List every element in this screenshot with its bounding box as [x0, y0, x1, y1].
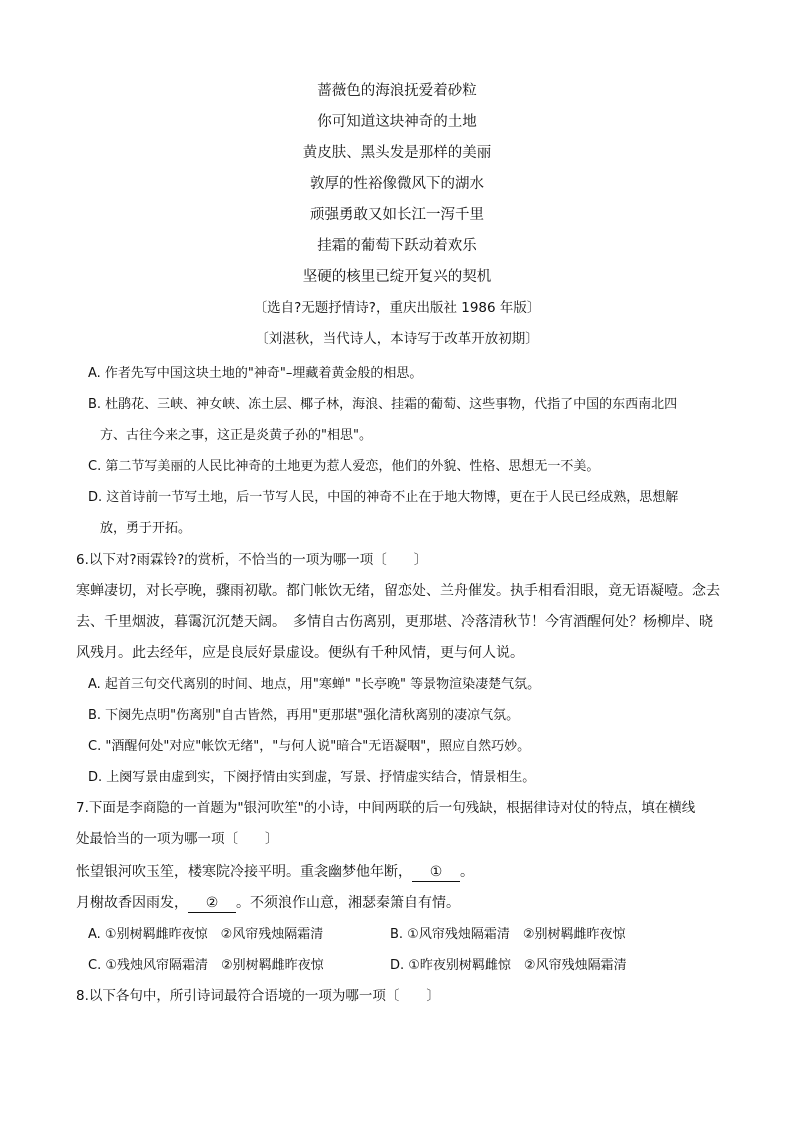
q6-text-line: 风残月。此去经年，应是良辰好景虚设。便纵有千种风情，更与何人说。	[76, 645, 524, 661]
q7-options-row-1	[88, 919, 728, 950]
q6-option-d: D. 上阕写景由虚到实，下阕抒情由实到虚，写景、抒情虚实结合，情景相生。	[88, 770, 536, 785]
q6-text-line: 去、千里烟波，暮霭沉沉楚天阔。 多情自古伤离别，更那堪、冷落清秋节！今宵酒醒何处？杨柳岸、晓	[76, 614, 713, 630]
poem-line: 敦厚的性裕像微风下的湖水	[310, 176, 484, 192]
q5-option-b-line2: 方、古往今来之事，这正是炎黄子孙的"相思"。	[100, 428, 372, 443]
poem-line: 挂霜的葡萄下跃动着欢乐	[317, 238, 477, 254]
q5-option-d-line1: D. 这首诗前一节写土地，后一节写人民，中国的神奇不止在于地大物博，更在于人民已经成熟，思想解	[88, 490, 679, 505]
poem-author-note: 〔刘湛秋，当代诗人，本诗写于改革开放初期〕	[255, 331, 539, 347]
q8-stem: 8.以下各句中，所引诗词最符合语境的一项为哪一项〔 〕	[76, 988, 440, 1004]
q7-poem-line1	[76, 857, 726, 888]
q7-poem-line2-end: 。不须浪作山意，湘瑟秦箫自有情。	[236, 895, 460, 911]
q7-option-a: A. ①别树羁雌昨夜惊 ②风帘残烛隔霜清	[88, 927, 324, 942]
answer-blank-1: ①	[412, 863, 460, 882]
q7-poem-line1-end: 。	[460, 864, 474, 880]
poem-line: 顽强勇敢又如长江一泻千里	[310, 207, 484, 223]
q5-option-d-line2: 放，勇于开拓。	[100, 521, 192, 536]
poem-source: 〔选自?无题抒情诗?，重庆出版社 1986 年版〕	[253, 300, 541, 316]
q6-text-line: 寒蝉凄切，对长亭晚，骤雨初歇。都门帐饮无绪，留恋处、兰舟催发。执手相看泪眼，竟无语凝噎。念去	[76, 583, 720, 599]
q7-poem-line1-text: 怅望银河吹玉笙，楼寒院冷接平明。重衾幽梦他年断，	[76, 864, 412, 880]
q7-poem-line2-text: 月榭故香因雨发，	[76, 895, 188, 911]
q5-option-d	[88, 482, 728, 544]
q7-poem-line2	[76, 888, 726, 919]
poem-line: 坚硬的核里已绽开复兴的契机	[302, 269, 492, 285]
q5-option-b-line1: B. 杜鹃花、三峡、神女峡、冻土层、椰子林，海浪、挂霜的葡萄、这些事物，代指了中国的东西南北四	[88, 397, 678, 412]
q6-option-b: B. 下阕先点明"伤离别"自古皆然，再用"更那堪"强化清秋离别的凄凉气氛。	[88, 708, 520, 723]
q7-option-b: B. ①风帘残烛隔霜清 ②别树羁雌昨夜惊	[390, 927, 626, 942]
q7-options-row-2	[88, 950, 728, 981]
poem-line: 黄皮肤、黑头发是那样的美丽	[302, 145, 492, 161]
q5-option-a: A. 作者先写中国这块土地的"神奇"–埋藏着黄金般的相思。	[88, 366, 423, 381]
q7-option-c: C. ①残烛风帘隔霜清 ②别树羁雌昨夜惊	[88, 958, 324, 973]
q7-option-d: D. ①昨夜别树羁雌惊 ②风帘残烛隔霜清	[390, 958, 627, 973]
q5-option-b	[88, 389, 728, 451]
poem-line: 你可知道这块神奇的土地	[317, 114, 477, 130]
answer-blank-2: ②	[188, 894, 236, 913]
q6-stem: 6.以下对?雨霖铃?的赏析，不恰当的一项为哪一项〔 〕	[76, 552, 428, 568]
q7-stem-line2: 处最恰当的一项为哪一项〔 〕	[76, 831, 279, 847]
poem-line: 蔷薇色的海浪抚爱着砂粒	[317, 83, 477, 99]
q6-option-c: C. "酒醒何处"对应"帐饮无绪"，"与何人说"暗合"无语凝咽"，照应自然巧妙。	[88, 739, 531, 754]
poem-block	[0, 78, 794, 357]
q7-stem-line1: 7.下面是李商隐的一首题为"银河吹笙"的小诗，中间两联的后一句残缺，根据律诗对仗的特点，填在横线	[76, 800, 696, 816]
q5-option-c: C. 第二节写美丽的人民比神奇的土地更为惹人爱恋，他们的外貌、性格、思想无一不美。	[88, 459, 600, 474]
q6-option-a: A. 起首三句交代离别的时间、地点，用"寒蝉" "长亭晚" 等景物渲染凄楚气氛。	[88, 677, 541, 692]
